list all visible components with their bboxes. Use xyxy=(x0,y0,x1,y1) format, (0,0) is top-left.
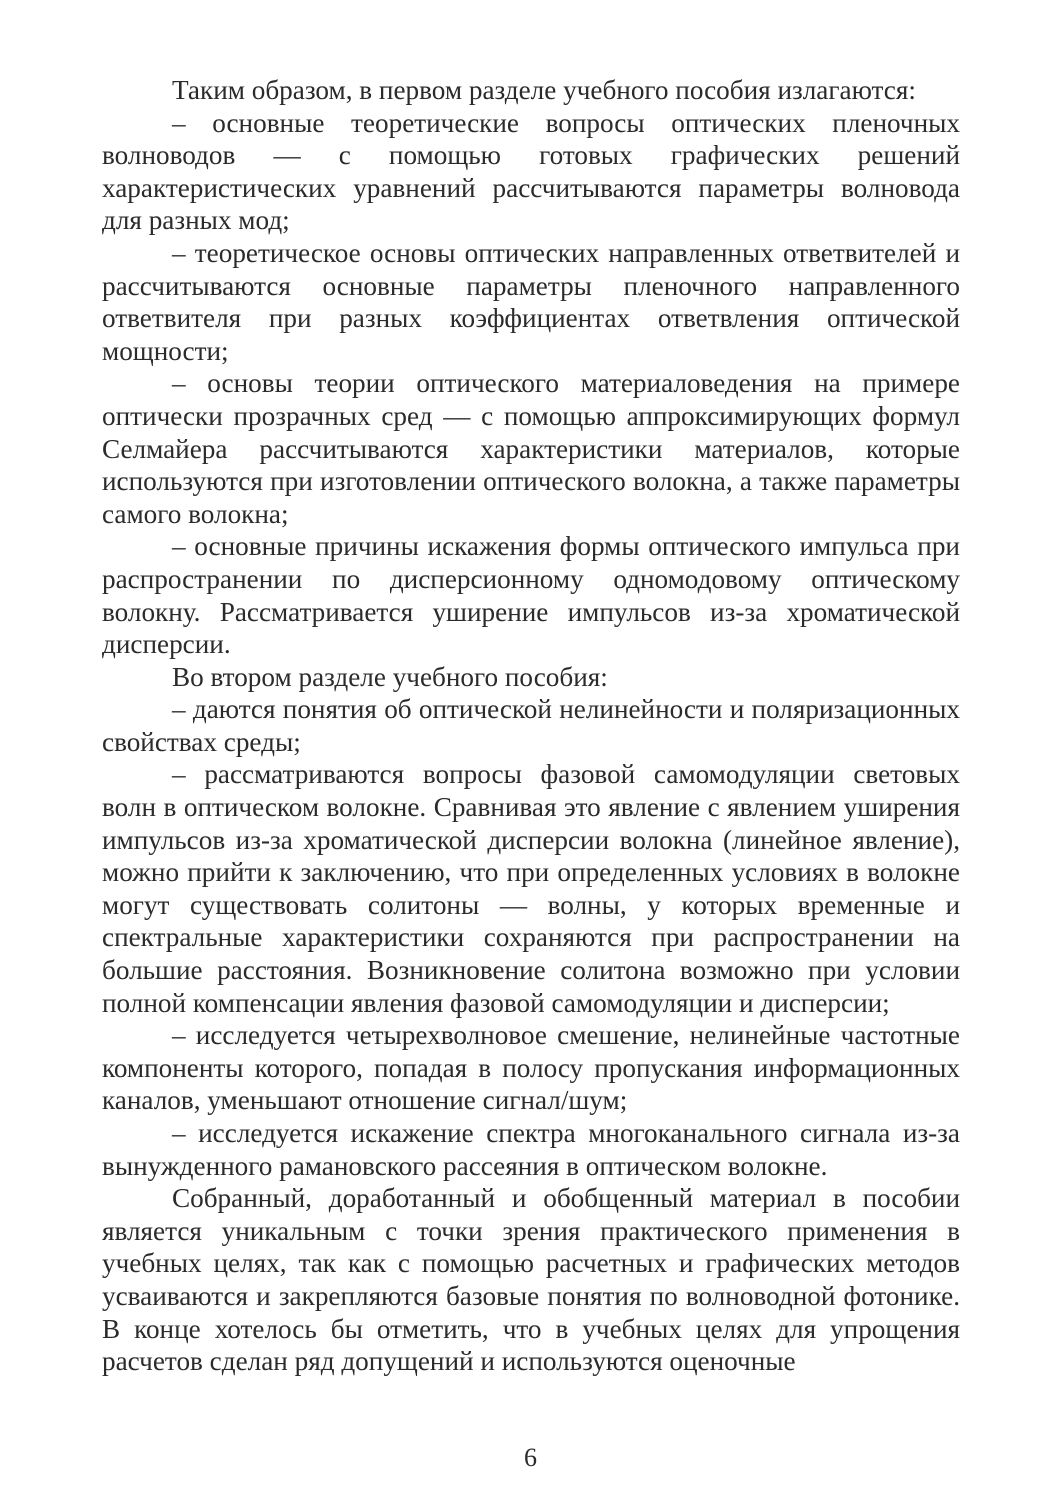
page-number: 6 xyxy=(524,1443,537,1472)
conclusion-paragraph: Собранный, доработанный и обобщенный материал в пособии является уникальным с точки зрения практического применения в учебных целях, так как с помощью расчетных и графических методов усваиваются и закрепляются базовые понятия по волноводной фотонике. В конце хотелось бы отметить, что в учебных целях для упрощения расчетов сделан ряд допущений и используются оценочные xyxy=(102,1183,960,1377)
list-item-self-phase-modulation: – рассматриваются вопросы фазовой самомодуляции световых волн в оптическом волокне. Сравнивая это явление с явлением уширения импульсов из-за хроматической дисперсии волокна (линейное явление), можно прийти к заключению, что при определенных условиях в волокне могут существовать солитоны — волны, у которых временные и спектральные характеристики сохраняются при распространении на большие расстояния. Возникновение солитона возможно при условии полной компенсации явления фазовой самомодуляции и дисперсии; xyxy=(102,759,960,1018)
body-text xyxy=(102,74,960,1378)
list-item-materials: – основы теории оптического материаловедения на примере оптически прозрачных сред — с помощью аппроксимирующих формул Селмайера рассчитываются характеристики материалов, которые используются при изготовлении оптического волокна, а также параметры самого волокна; xyxy=(102,368,960,529)
intro-paragraph-section-1: Таким образом, в первом разделе учебного пособия излагаются: xyxy=(172,75,916,105)
list-item-nonlinearity: – даются понятия об оптической нелинейности и поляризационных свойствах среды; xyxy=(102,694,960,757)
list-item-waveguides: – основные теоретические вопросы оптических пленочных волноводов — с помощью готовых графических решений характеристических уравнений рассчитываются параметры волновода для разных мод; xyxy=(102,107,960,236)
intro-paragraph-section-2: Во втором разделе учебного пособия: xyxy=(172,661,608,692)
list-item-couplers: – теоретическое основы оптических направленных ответвителей и рассчитываются основные параметры пленочного направленного ответвителя при разных коэффициентах ответвления оптической мощности; xyxy=(102,237,960,366)
list-item-pulse-distortion: – основные причины искажения формы оптического импульса при распространении по дисперсионному одномодовому оптическому волокну. Рассматривается уширение импульсов из-за хроматической дисперсии. xyxy=(102,531,960,660)
list-item-raman-scattering: – исследуется искажение спектра многоканального сигнала из-за вынужденного рамановского рассеяния в оптическом волокне. xyxy=(102,1118,960,1181)
list-item-four-wave-mixing: – исследуется четырехволновое смешение, нелинейные частотные компоненты которого, попадая в полосу пропускания информационных каналов, уменьшают отношение сигнал/шум; xyxy=(102,1020,960,1116)
